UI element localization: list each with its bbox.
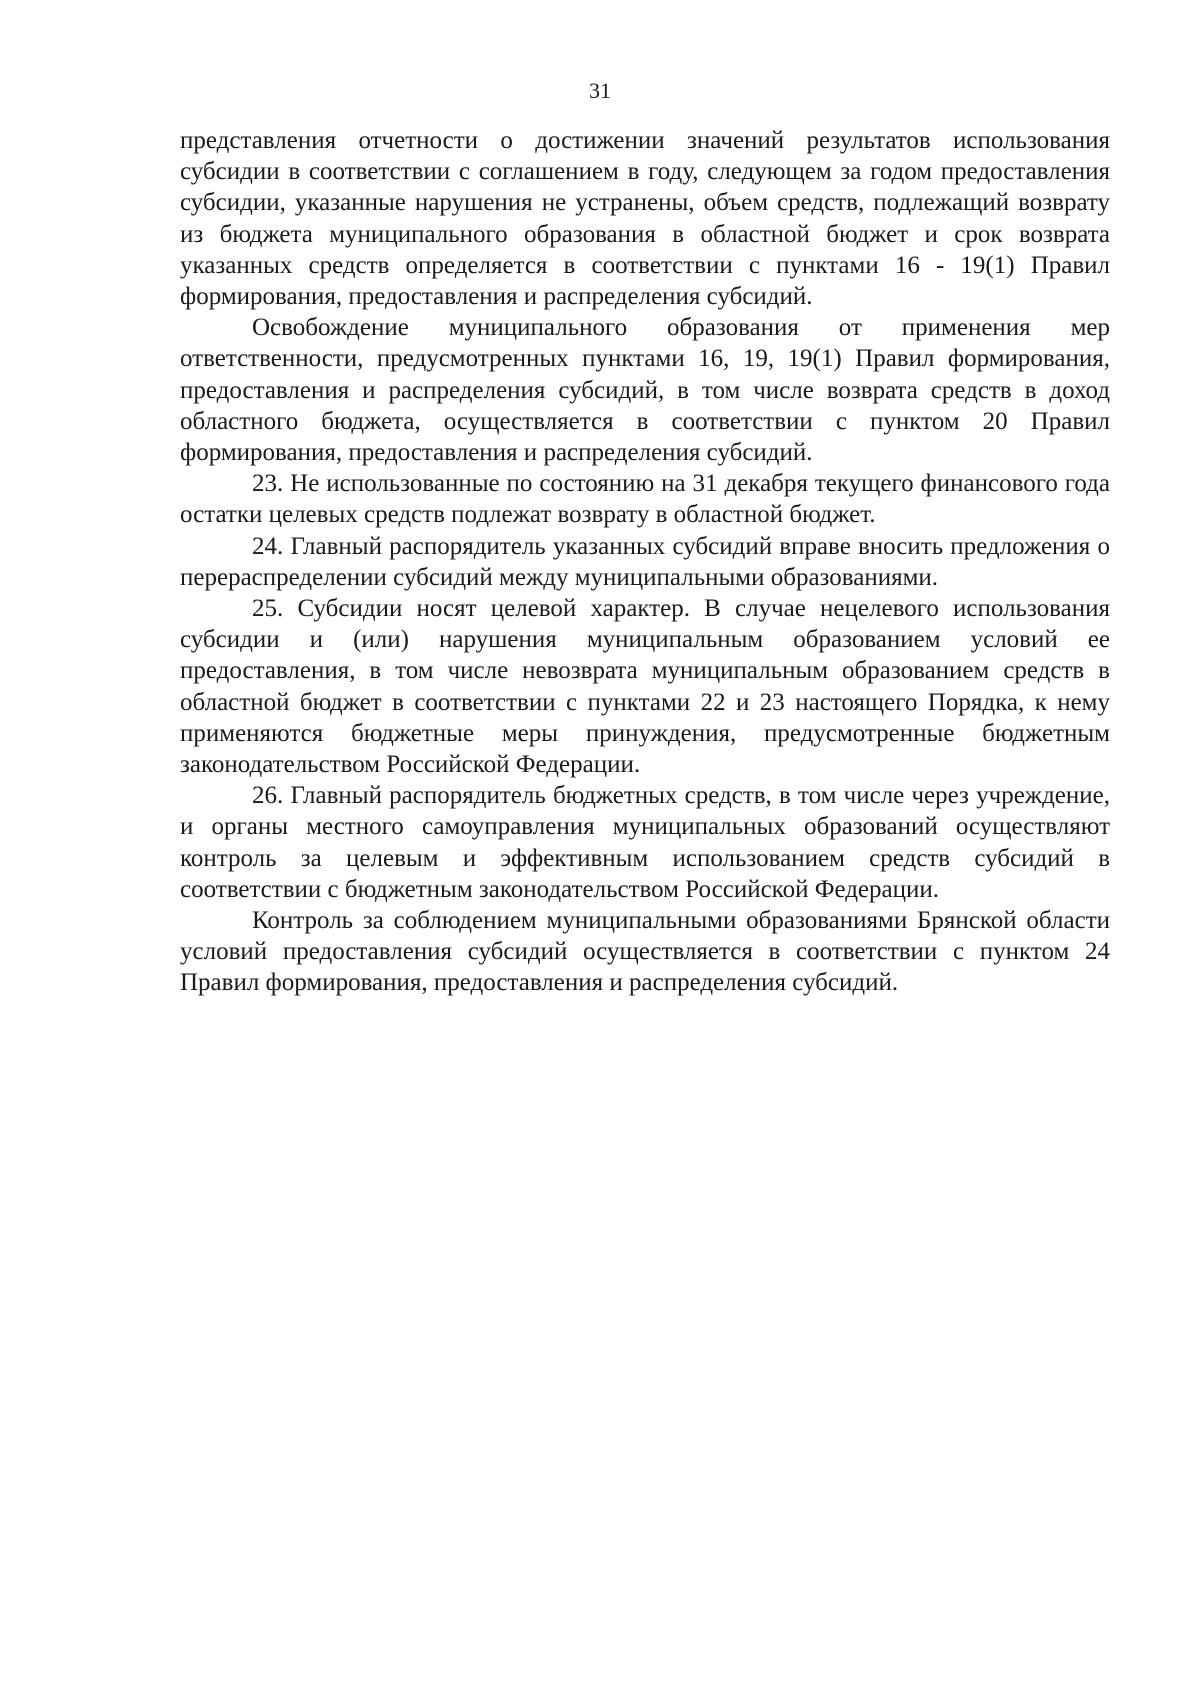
paragraph-item-24: 24. Главный распорядитель указанных субсидий вправе вносить предложения о перераспределении субсидий между муниципальными образованиями. <box>180 532 1110 591</box>
paragraph-control: Контроль за соблюдением муниципальными образованиями Брянской области условий предоставления субсидий осуществляется в соответствии с пунктом 24 Правил формирования, предоставления и распределения субсидий. <box>180 907 1110 997</box>
document-body <box>180 125 1110 999</box>
paragraph-item-26: 26. Главный распорядитель бюджетных средств, в том числе через учреждение, и органы местного самоуправления муниципальных образований осуществляют контроль за целевым и эффективным использованием средств субсидий в соответствии с бюджетным законодательством Российской Федерации. <box>180 782 1110 903</box>
paragraph-item-25: 25. Субсидии носят целевой характер. В случае нецелевого использования субсидии и (или) нарушения муниципальным образованием условий ее предоставления, в том числе невозврата муниципальным образованием средств в областной бюджет в соответствии с пунктами 22 и 23 настоящего Порядка, к нему применяются бюджетные меры принуждения, предусмотренные бюджетным законодательством Российской Федерации. <box>180 595 1110 779</box>
paragraph-exemption: Освобождение муниципального образования от применения мер ответственности, предусмотренных пунктами 16, 19, 19(1) Правил формирования, предоставления и распределения субсидий, в том числе возврата средств в доход областного бюджета, осуществляется в соответствии с пунктом 20 Правил формирования, предоставления и распределения субсидий. <box>180 314 1110 467</box>
page-number: 31 <box>589 78 611 103</box>
paragraph-continuation: представления отчетности о достижении значений результатов использования субсидии в соответствии с соглашением в году, следующем за годом предоставления субсидии, указанные нарушения не устранены, объем средств, подлежащий возврату из бюджета муниципального образования в областной бюджет и срок возврата указанных средств определяется в соответствии с пунктами 16 - 19(1) Правил формирования, предоставления и распределения субсидий. <box>180 127 1110 311</box>
paragraph-item-23: 23. Не использованные по состоянию на 31 декабря текущего финансового года остатки целевых средств подлежат возврату в областной бюджет. <box>180 470 1110 529</box>
